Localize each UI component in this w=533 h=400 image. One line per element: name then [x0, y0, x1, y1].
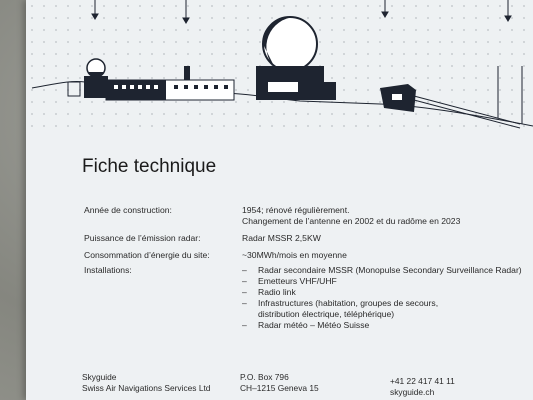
spec-value-power: Radar MSSR 2,5KW [242, 233, 321, 243]
installation-item-text: distribution électrique, téléphérique) [258, 309, 395, 319]
footer-phone: +41 22 417 41 11 [390, 376, 455, 386]
footer-city: CH–1215 Geneva 15 [240, 383, 319, 393]
footer-po-box: P.O. Box 796 [240, 372, 289, 382]
spec-value-construction-2: Changement de l’antenne en 2002 et du radôme en 2023 [242, 216, 461, 226]
installation-item-text: Infrastructures (habitation, groupes de secours, [258, 298, 439, 308]
footer-company-name: Skyguide [82, 372, 117, 382]
station-illustration [0, 0, 533, 135]
installation-item-text: Radar secondaire MSSR (Monopulse Secondary Surveillance Radar) [258, 265, 522, 275]
installation-item: – [242, 287, 247, 297]
installation-item: – [242, 265, 247, 275]
installation-item-text: Emetteurs VHF/UHF [258, 276, 337, 286]
installation-item-text: Radio link [258, 287, 296, 297]
footer-company-fullname: Swiss Air Navigations Services Ltd [82, 383, 211, 393]
installation-item: – [242, 298, 247, 308]
spec-label-construction: Année de construction: [84, 205, 172, 215]
spec-value-construction-1: 1954; rénové régulièrement. [242, 205, 350, 215]
installation-item-text: Radar météo – Météo Suisse [258, 320, 370, 330]
installation-item: – [242, 320, 247, 330]
spec-value-energy: ~30MWh/mois en moyenne [242, 250, 347, 260]
installation-item: – [242, 276, 247, 286]
spec-label-power: Puissance de l’émission radar: [84, 233, 201, 243]
installations-label: Installations: [84, 265, 132, 275]
footer-website: skyguide.ch [390, 387, 435, 397]
spec-label-energy: Consommation d’énergie du site: [84, 250, 210, 260]
sign-title: Fiche technique [82, 156, 217, 177]
